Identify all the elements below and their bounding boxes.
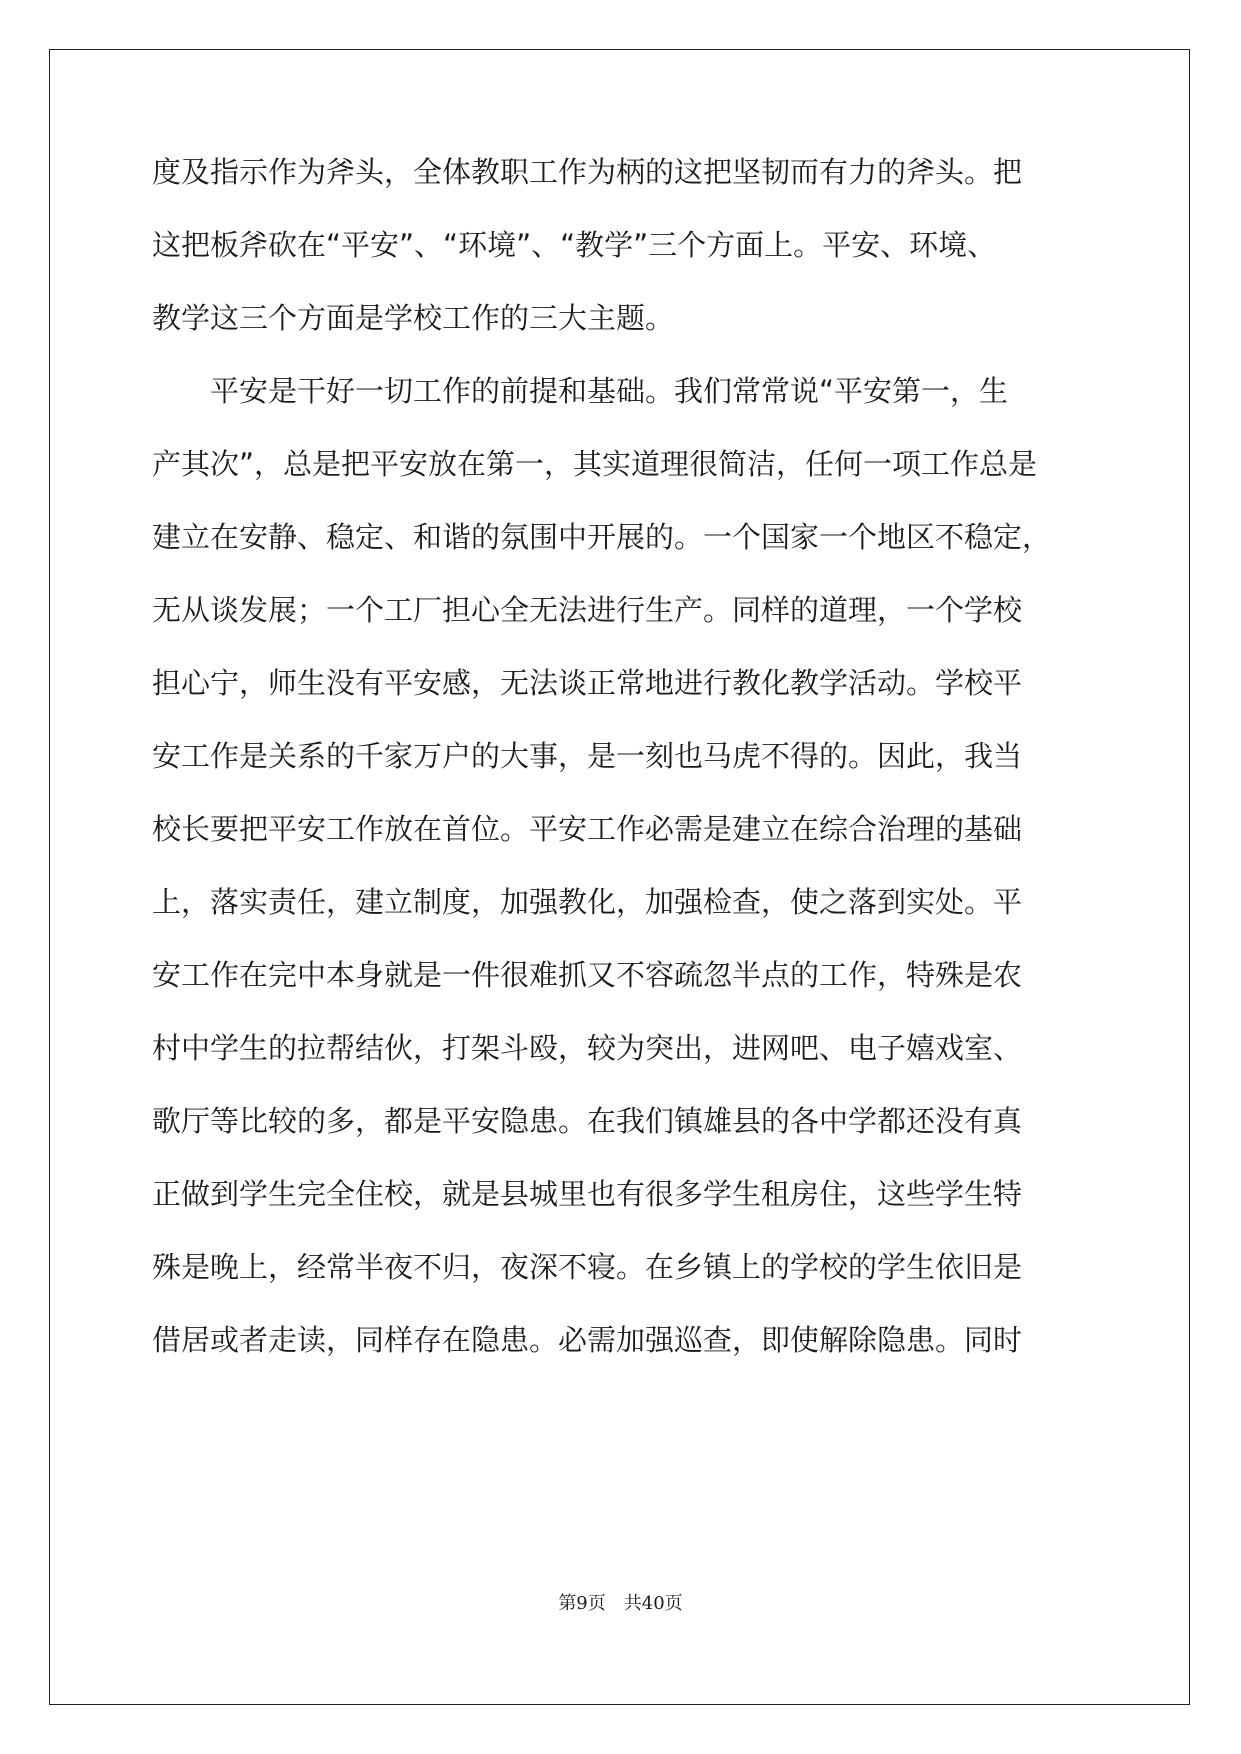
text-line: 担心宁，师生没有平安感，无法谈正常地进行教化教学活动。学校平 — [152, 666, 1023, 700]
text-line: 歌厅等比较的多，都是平安隐患。在我们镇雄县的各中学都还没有真 — [152, 1104, 1023, 1138]
text-line: 校长要把平安工作放在首位。平安工作必需是建立在综合治理的基础 — [152, 812, 1023, 846]
text-line: 借居或者走读，同样存在隐患。必需加强巡查，即使解除隐患。同时 — [152, 1323, 1023, 1357]
text-line: 产其次”，总是把平安放在第一，其实道理很简洁，任何一项工作总是 — [152, 447, 1038, 481]
text-line: 村中学生的拉帮结伙，打架斗殴，较为突出，进网吧、电子嬉戏室、 — [152, 1031, 1023, 1065]
text-line: 度及指示作为斧头，全体教职工作为柄的这把坚韧而有力的斧头。把 — [152, 155, 1023, 189]
text-line: 这把板斧砍在“平安”、“环境”、“教学”三个方面上。平安、环境、 — [152, 228, 997, 262]
text-line: 教学这三个方面是学校工作的三大主题。 — [152, 301, 675, 335]
text-line: 建立在安静、稳定、和谐的氛围中开展的。一个国家一个地区不稳定， — [152, 520, 1052, 554]
text-line: 安工作是关系的千家万户的大事，是一刻也马虎不得的。因此，我当 — [152, 739, 1023, 773]
text-line: 无从谈发展；一个工厂担心全无法进行生产。同样的道理，一个学校 — [152, 593, 1023, 627]
text-line: 正做到学生完全住校，就是县城里也有很多学生租房住，这些学生特 — [152, 1177, 1023, 1211]
text-line: 殊是晚上，经常半夜不归，夜深不寝。在乡镇上的学校的学生依旧是 — [152, 1250, 1023, 1284]
text-line: 上，落实责任，建立制度，加强教化，加强检查，使之落到实处。平 — [152, 885, 1023, 919]
paragraph-first-line: 平安是干好一切工作的前提和基础。我们常常说“平安第一，生 — [152, 374, 1009, 408]
page-number-footer: 第9页 共40页 — [558, 1593, 683, 1614]
text-line: 安工作在完中本身就是一件很难抓又不容疏忽半点的工作，特殊是农 — [152, 958, 1023, 992]
